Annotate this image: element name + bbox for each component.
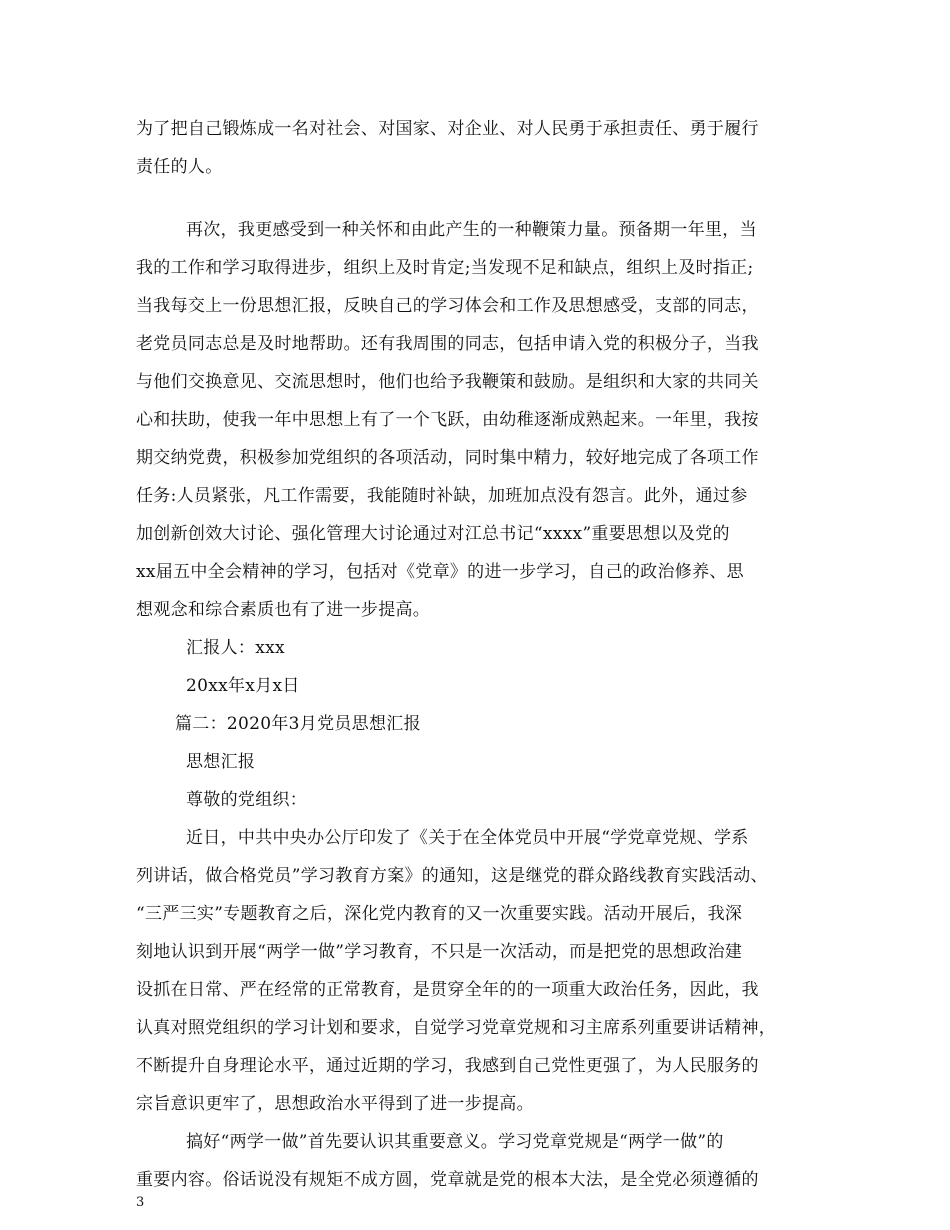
body-text-line: 宗旨意识更牢了，思想政治水平得到了进一步提高。	[136, 1094, 534, 1114]
body-text-line: 我的工作和学习取得进步，组织上及时肯定;当发现不足和缺点，组织上及时指正;	[136, 258, 754, 278]
salutation: 尊敬的党组织：	[186, 790, 308, 810]
body-text-line: 近日，中共中央办公厅印发了《关于在全体党员中开展“学党章党规、学系	[186, 828, 749, 848]
body-text-line: 任务:人员紧张，凡工作需要，我能随时补缺，加班加点没有怨言。此外，通过参	[136, 486, 748, 506]
body-text-line: 心和扶助，使我一年中思想上有了一个飞跃，由幼稚逐渐成熟起来。一年里，我按	[136, 410, 759, 430]
body-text-line: 与他们交换意见、交流思想时，他们也给予我鞭策和鼓励。是组织和大家的共同关	[136, 372, 759, 392]
section-heading: 篇二：2020年3月党员思想汇报	[175, 714, 421, 734]
body-text-line: 认真对照党组织的学习计划和要求，自觉学习党章党规和习主席系列重要讲话精神，	[136, 1018, 777, 1038]
body-text-line: 期交纳党费，积极参加党组织的各项活动，同时集中精力，较好地完成了各项工作	[136, 448, 759, 468]
page-number: 3	[136, 1195, 145, 1210]
body-text-line: 列讲话，做合格党员”学习教育方案》的通知，这是继党的群众路线教育实践活动、	[136, 866, 768, 886]
body-text-line: 重要内容。俗话说没有规矩不成方圆，党章就是党的根本大法，是全党必须遵循的	[136, 1170, 759, 1190]
report-title: 思想汇报	[186, 752, 256, 772]
date-line: 20xx年x月x日	[186, 676, 300, 696]
body-text-line: 责任的人。	[136, 157, 223, 177]
body-text-line: 想观念和综合素质也有了进一步提高。	[136, 600, 431, 620]
body-text-line: 搞好“两学一做”首先要认识其重要意义。学习党章党规是“两学一做”的	[186, 1132, 724, 1152]
body-text-line: 为了把自己锻炼成一名对社会、对国家、对企业、对人民勇于承担责任、勇于履行	[136, 119, 759, 139]
signature-line: 汇报人：xxx	[186, 638, 285, 658]
body-text-line: 当我每交上一份思想汇报，反映自己的学习体会和工作及思想感受，支部的同志，	[136, 296, 759, 316]
body-text-line: 不断提升自身理论水平，通过近期的学习，我感到自己党性更强了，为人民服务的	[136, 1056, 759, 1076]
body-text-line: 老党员同志总是及时地帮助。还有我周围的同志，包括申请入党的积极分子，当我	[136, 334, 759, 354]
body-text-line: xx届五中全会精神的学习，包括对《党章》的进一步学习，自己的政治修养、思	[136, 562, 744, 582]
body-text-line: 刻地认识到开展“两学一做”学习教育，不只是一次活动，而是把党的思想政治建	[136, 942, 743, 962]
body-text-line: “三严三实”专题教育之后，深化党内教育的又一次重要实践。活动开展后，我深	[136, 904, 743, 924]
body-text-line: 再次，我更感受到一种关怀和由此产生的一种鞭策力量。预备期一年里，当	[186, 220, 757, 240]
body-text-line: 设抓在日常、严在经常的正常教育，是贯穿全年的的一项重大政治任务，因此，我	[136, 980, 759, 1000]
body-text-line: 加创新创效大讨论、强化管理大讨论通过对江总书记“xxxx”重要思想以及党的	[136, 524, 730, 544]
